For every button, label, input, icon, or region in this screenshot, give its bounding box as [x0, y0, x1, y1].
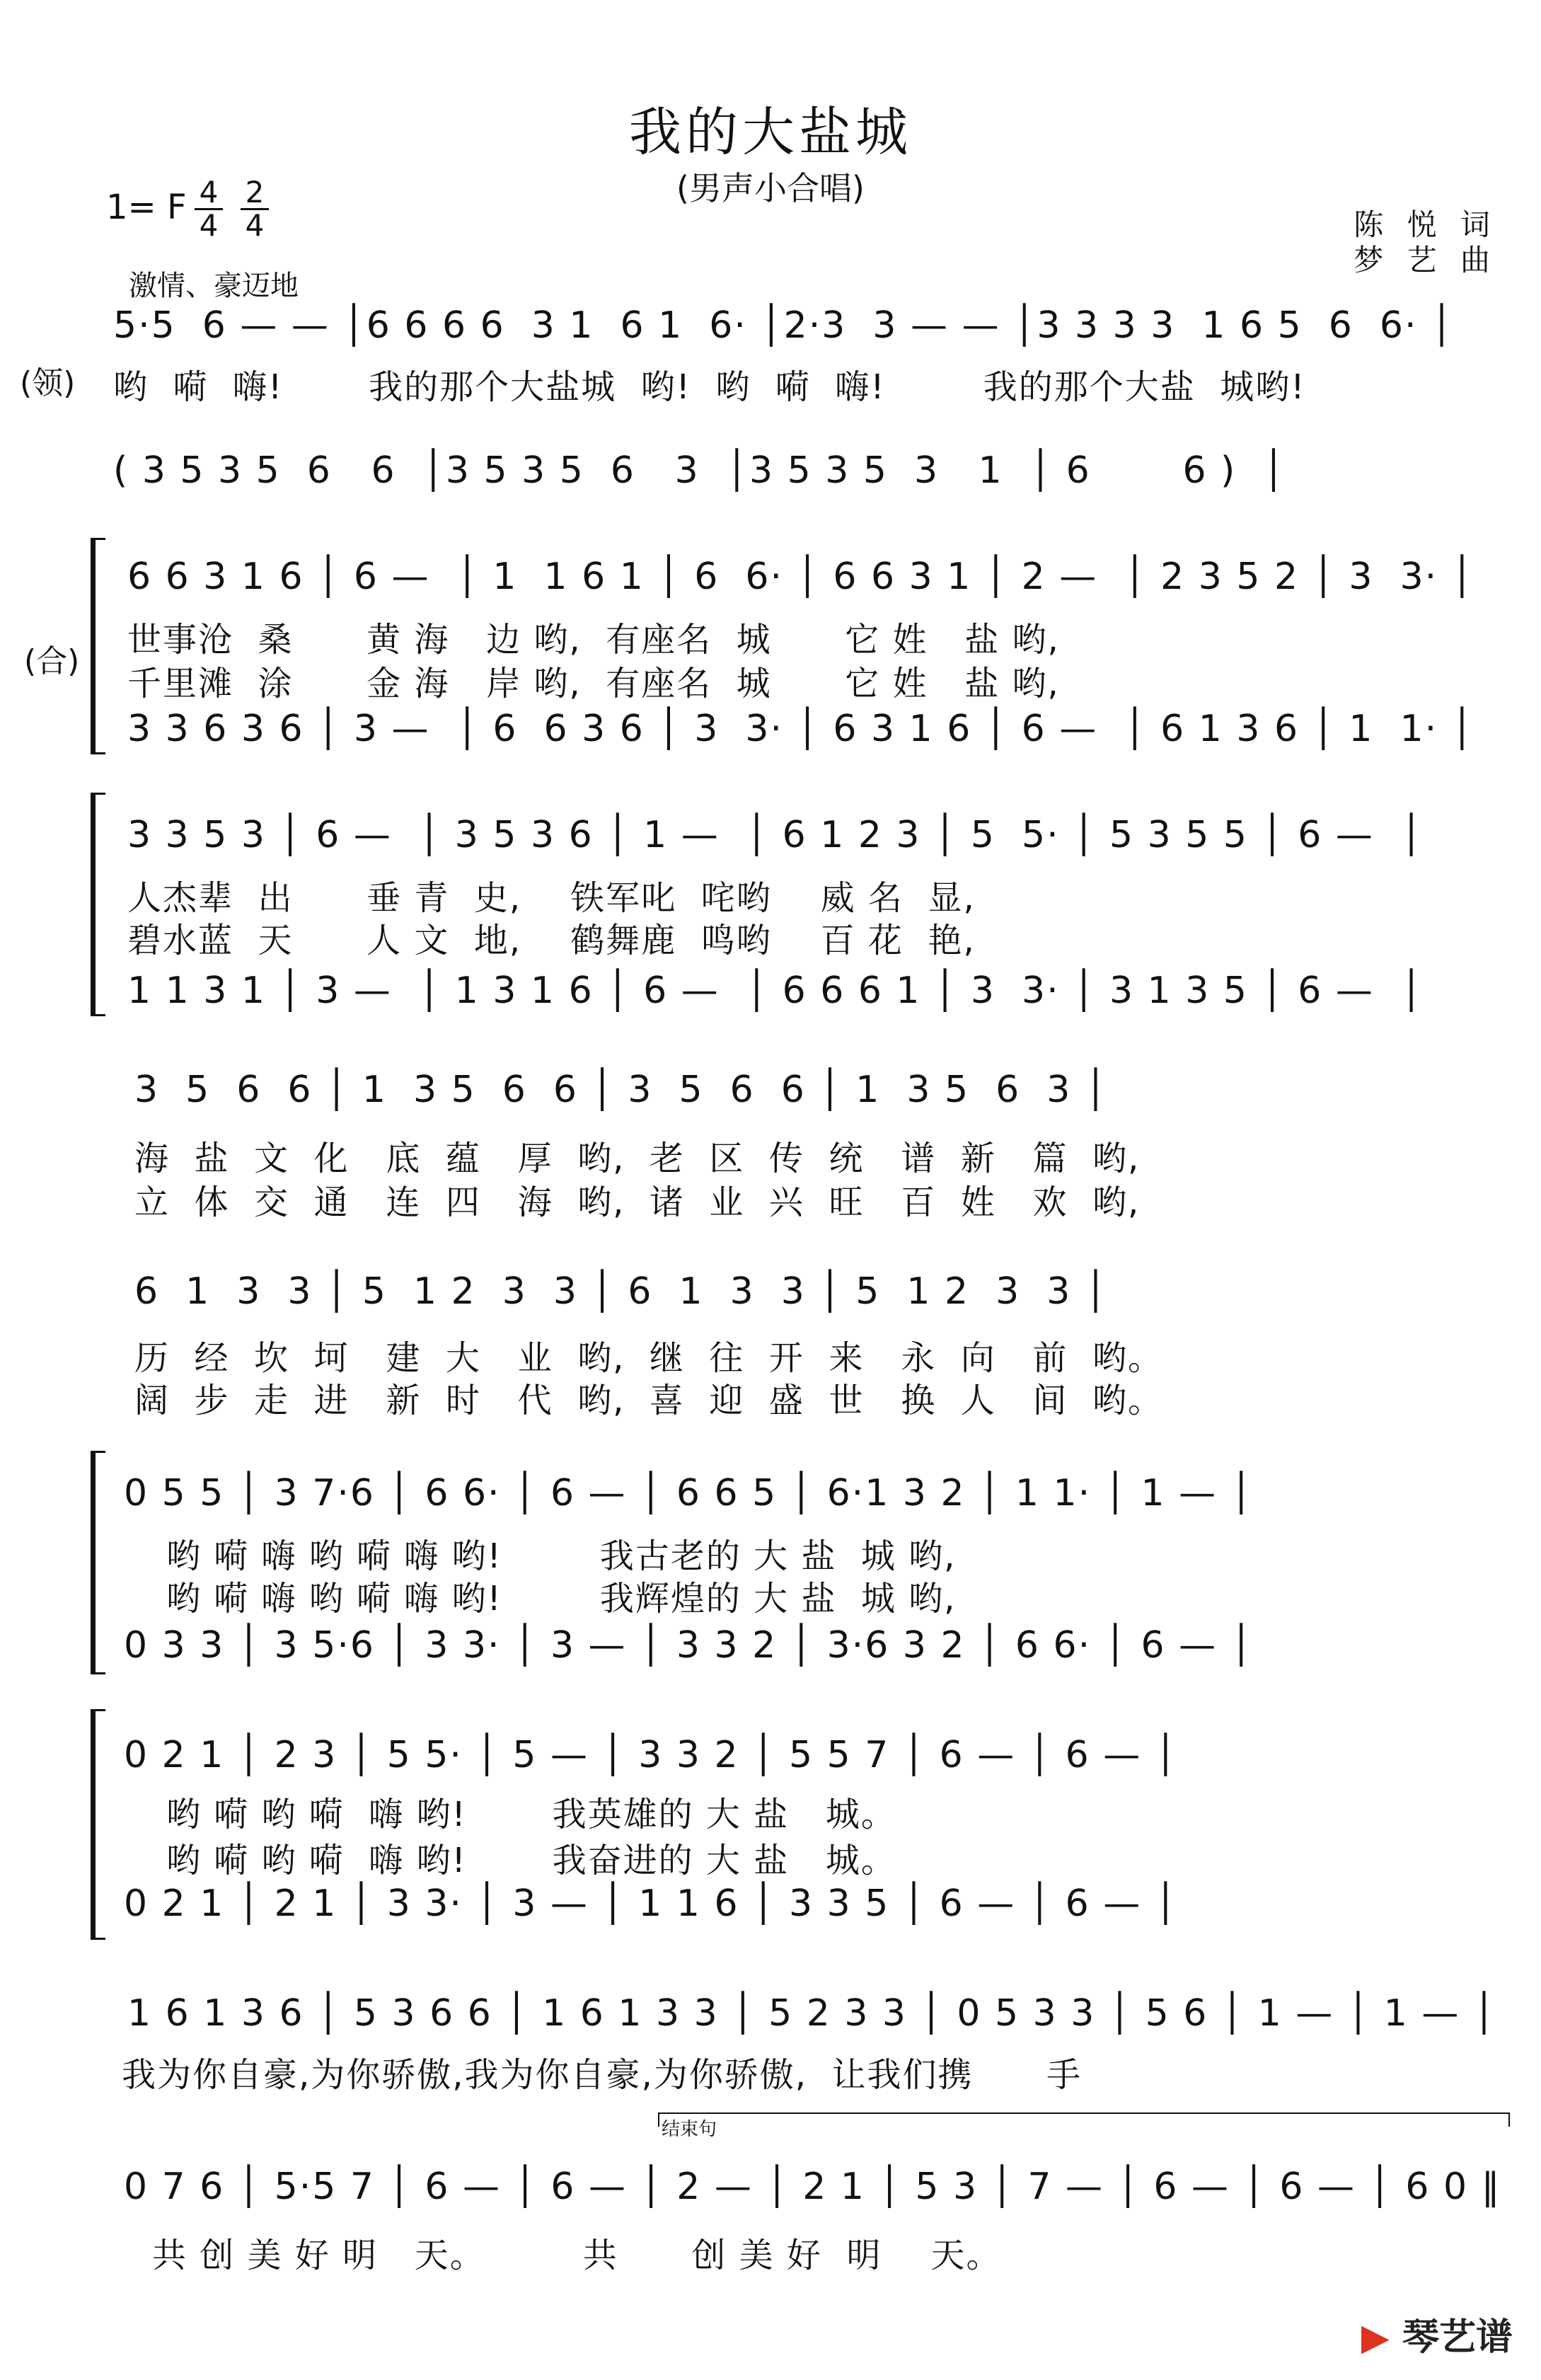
time-signature-2-4: 2 4 — [241, 177, 269, 241]
score-row-5-lyrics-1: 海 盐 文 化 底 蕴 厚 哟, 老 区 传 统 谱 新 篇 哟, — [134, 1139, 1141, 1178]
score-row-6-lyrics-1: 历 经 坎 坷 建 大 业 哟, 继 往 开 来 永 向 前 哟。 — [134, 1338, 1164, 1378]
score-row-3-lyrics-1: 世事沧 桑 黄 海 边 哟, 有座名 城 它 姓 盐 哟, — [127, 620, 1060, 660]
watermark-logo: ▶ 琴艺谱 — [1361, 2316, 1513, 2359]
score-row-4-upper-notes: 3 3 5 3 │ 6 — │ 3 5 3 6 │ 1 — │ 6 1 2 3 │ 5 5· │ 5 3 5 5 │ 6 — │ — [127, 814, 1424, 856]
score-row-5-notes: 3 5 6 6 │ 1 3 5 6 6 │ 3 5 6 6 │ 1 3 5 6 3 │ — [134, 1069, 1109, 1111]
score-row-6-notes: 6 1 3 3 │ 5 1 2 3 3 │ 6 1 3 3 │ 5 1 2 3 3 │ — [134, 1270, 1109, 1313]
score-row-6-lyrics-2: 阔 步 走 进 新 时 代 哟, 喜 迎 盛 世 换 人 间 哟。 — [134, 1381, 1164, 1420]
system-bracket-4 — [91, 1709, 105, 1940]
tempo-marking: 激情、豪迈地 — [129, 270, 299, 302]
system-bracket-2 — [91, 793, 105, 1016]
system-bracket-3 — [91, 1451, 105, 1674]
score-row-4-lower-notes: 1 1 3 1 │ 3 — │ 1 3 1 6 │ 6 — │ 6 6 6 1 │ 3 3· │ 3 1 3 5 │ 6 — │ — [127, 970, 1424, 1012]
score-row-7-upper-notes: 0 5 5 │ 3 7·6 │ 6 6· │ 6 — │ 6 6 5 │ 6·1 3 2 │ 1 1· │ 1 — │ — [124, 1472, 1254, 1514]
score-row-2-notes: ( 3 5 3 5 6 6 │3 5 3 5 6 3 │3 5 3 5 3 1 │ 6 6 ) │ — [113, 449, 1286, 492]
composer-credit: 梦 艺 曲 — [1354, 243, 1497, 277]
chorus-label: (合) — [24, 643, 80, 679]
score-row-9-lyrics: 我为你自豪,为你骄傲,我为你自豪,为你骄傲, 让我们携 手 — [122, 2055, 1083, 2095]
time-signature-4-4: 4 4 — [195, 177, 223, 241]
score-row-10-lyrics: 共 创 美 好 明 天。 共 创 美 好 明 天。 — [152, 2236, 1002, 2275]
score-row-1-lyrics: 哟 嗬 嗨! 我的那个大盐城 哟! 哟 嗬 嗨! 我的那个大盐 城哟! — [113, 367, 1306, 407]
score-row-4-lyrics-1: 人杰辈 出 垂 青 史, 铁军叱 咤哟 威 名 显, — [127, 878, 976, 918]
key-signature: 1= F — [106, 188, 187, 227]
score-row-7-lyrics-2: 哟 嗬 嗨 哟 嗬 嗨 哟! 我辉煌的 大 盐 城 哟, — [166, 1579, 957, 1619]
score-row-10-notes: 0 7 6 │ 5·5 7 │ 6 — │ 6 — │ 2 — │ 2 1 │ 5 3 │ 7 — │ 6 — │ 6 — │ 6 0 ‖ — [124, 2166, 1501, 2208]
page-title: 我的大盐城 — [629, 102, 912, 163]
score-row-8-lyrics-2: 哟 嗬 哟 嗬 嗨 哟! 我奋进的 大 盐 城。 — [166, 1841, 896, 1880]
score-row-1-notes: 5·5 6 — — │6 6 6 6 3 1 6 1 6· │2·3 3 — — │3 3 3 3 1 6 5 6 6· │ — [113, 304, 1455, 347]
score-row-7-lower-notes: 0 3 3 │ 3 5·6 │ 3 3· │ 3 — │ 3 3 2 │ 3·6 3 2 │ 6 6· │ 6 — │ — [124, 1624, 1254, 1667]
lyricist-credit: 陈 悦 词 — [1354, 207, 1497, 242]
score-row-3-lyrics-2: 千里滩 涂 金 海 岸 哟, 有座名 城 它 姓 盐 哟, — [127, 664, 1060, 703]
score-row-7-lyrics-1: 哟 嗬 嗨 哟 嗬 嗨 哟! 我古老的 大 盐 城 哟, — [166, 1536, 957, 1576]
lead-label: (领) — [20, 365, 76, 401]
score-row-8-lyrics-1: 哟 嗬 哟 嗬 嗨 哟! 我英雄的 大 盐 城。 — [166, 1795, 896, 1834]
score-row-9-notes: 1 6 1 3 6 │ 5 3 6 6 │ 1 6 1 3 3 │ 5 2 3 3 │ 0 5 3 3 │ 5 6 │ 1 — │ 1 — │ — [127, 1992, 1497, 2035]
score-row-5-lyrics-2: 立 体 交 通 连 四 海 哟, 诸 业 兴 旺 百 姓 欢 哟, — [134, 1183, 1141, 1222]
score-row-3-lower-notes: 3 3 6 3 6 │ 3 — │ 6 6 3 6 │ 3 3· │ 6 3 1 6 │ 6 — │ 6 1 3 6 │ 1 1· │ — [127, 708, 1475, 750]
ending-bracket — [658, 2112, 1510, 2127]
qinyipu-logo-icon: ▶ — [1361, 2316, 1390, 2359]
ending-label: 结束句 — [662, 2119, 717, 2140]
score-row-8-upper-notes: 0 2 1 │ 2 3 │ 5 5· │ 5 — │ 3 3 2 │ 5 5 7 │ 6 — │ 6 — │ — [124, 1734, 1179, 1776]
score-row-8-lower-notes: 0 2 1 │ 2 1 │ 3 3· │ 3 — │ 1 1 6 │ 3 3 5 │ 6 — │ 6 — │ — [124, 1882, 1179, 1925]
score-row-4-lyrics-2: 碧水蓝 天 人 文 地, 鹤舞鹿 鸣哟 百 花 艳, — [127, 921, 976, 960]
system-bracket-1 — [91, 538, 105, 754]
score-row-3-upper-notes: 6 6 3 1 6 │ 6 — │ 1 1 6 1 │ 6 6· │ 6 6 3 1 │ 2 — │ 2 3 5 2 │ 3 3· │ — [127, 556, 1475, 598]
page-subtitle: (男声小合唱) — [676, 169, 865, 207]
